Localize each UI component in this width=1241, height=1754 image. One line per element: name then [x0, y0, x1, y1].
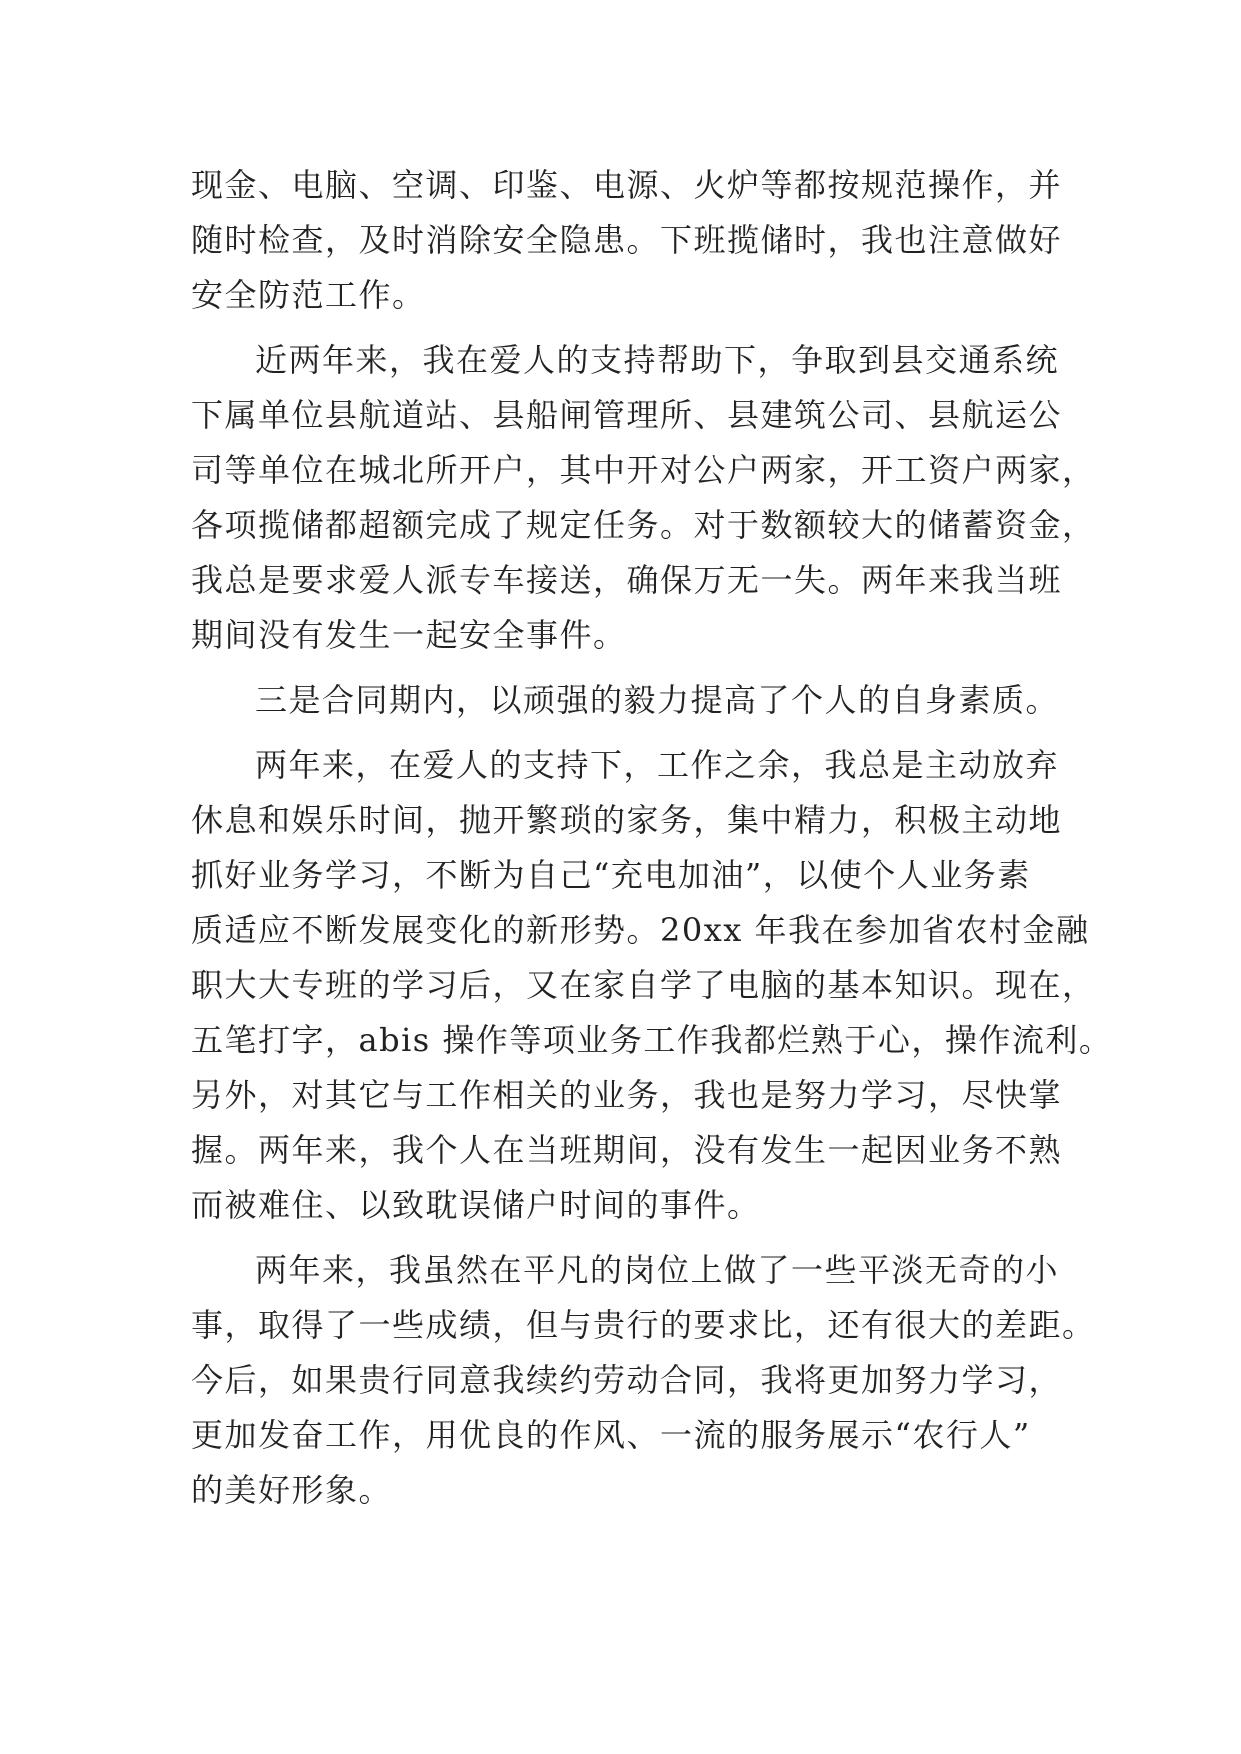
paragraph	[191, 158, 1061, 323]
paragraph	[191, 333, 1096, 663]
text-line: 休息和娱乐时间，抛开繁琐的家务，集中精力，积极主动地	[191, 801, 1063, 839]
text-line: 我总是要求爱人派专车接送，确保万无一失。两年来我当班	[191, 561, 1063, 599]
paragraph-gap	[191, 1233, 1061, 1243]
text-line: 现金、电脑、空调、印鉴、电源、火炉等都按规范操作，并	[191, 166, 1063, 204]
paragraph	[191, 673, 1061, 728]
text-line: 事，取得了一些成绩，但与贵行的要求比，还有很大的差距。	[191, 1306, 1096, 1344]
paragraph	[191, 1243, 1096, 1518]
text-line: 质适应不断发展变化的新形势。20xx 年我在参加省农村金融	[191, 911, 1090, 949]
text-line: 三是合同期内，以顽强的毅力提高了个人的自身素质。	[255, 681, 1060, 719]
text-line: 安全防范工作。	[191, 276, 426, 314]
text-line: 近两年来，我在爱人的支持帮助下，争取到县交通系统	[255, 341, 1060, 379]
paragraph-gap	[191, 323, 1061, 333]
text-line: 另外，对其它与工作相关的业务，我也是努力学习，尽快掌	[191, 1076, 1063, 1114]
text-line: 握。两年来，我个人在当班期间，没有发生一起因业务不熟	[191, 1131, 1063, 1169]
text-line: 两年来，在爱人的支持下，工作之余，我总是主动放弃	[255, 746, 1060, 784]
text-line: 抓好业务学习，不断为自己“充电加油”，以使个人业务素	[191, 856, 1031, 894]
text-line: 而被难住、以致耽误储户时间的事件。	[191, 1186, 761, 1224]
document-body	[191, 158, 1113, 1518]
paragraph	[191, 738, 1113, 1233]
text-line: 各项揽储都超额完成了规定任务。对于数额较大的储蓄资金，	[191, 506, 1096, 544]
paragraph-gap	[191, 663, 1061, 673]
text-line: 期间没有发生一起安全事件。	[191, 616, 627, 654]
text-line: 职大大专班的学习后，又在家自学了电脑的基本知识。现在，	[191, 966, 1096, 1004]
text-line: 五笔打字，abis 操作等项业务工作我都烂熟于心，操作流利。	[191, 1021, 1113, 1059]
text-line: 的美好形象。	[191, 1471, 393, 1509]
text-line: 司等单位在城北所开户，其中开对公户两家，开工资户两家，	[191, 451, 1096, 489]
text-line: 下属单位县航道站、县船闸管理所、县建筑公司、县航运公	[191, 396, 1063, 434]
text-line: 更加发奋工作，用优良的作风、一流的服务展示“农行人”	[191, 1416, 1031, 1454]
text-line: 两年来，我虽然在平凡的岗位上做了一些平淡无奇的小	[255, 1251, 1060, 1289]
paragraph-gap	[191, 728, 1061, 738]
text-line: 随时检查，及时消除安全隐患。下班揽储时，我也注意做好	[191, 221, 1063, 259]
text-line: 今后，如果贵行同意我续约劳动合同，我将更加努力学习，	[191, 1361, 1063, 1399]
